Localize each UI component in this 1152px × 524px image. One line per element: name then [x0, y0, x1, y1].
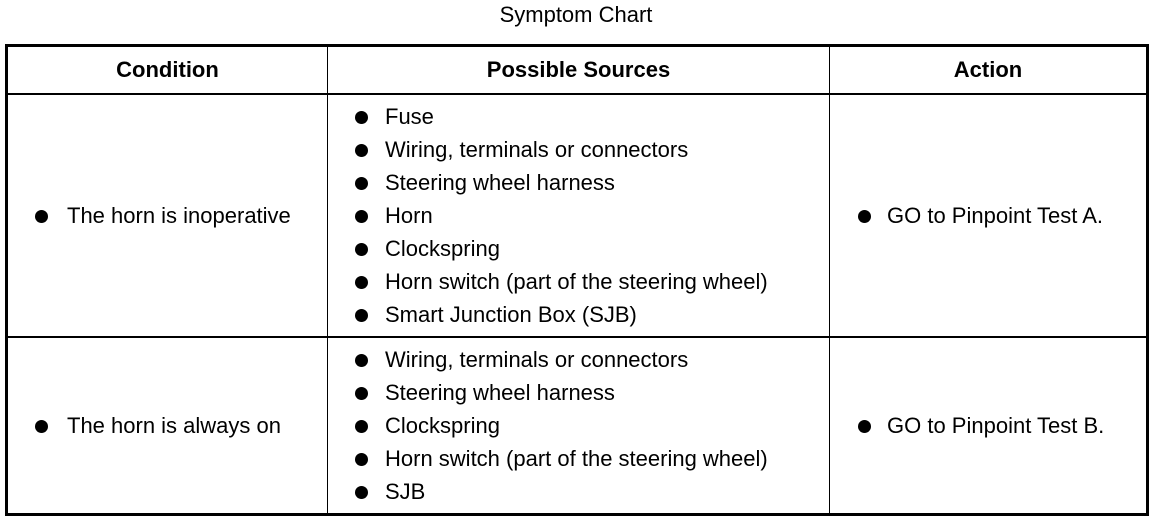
source-item	[328, 232, 829, 265]
source-item	[328, 100, 829, 133]
sources-cell	[328, 94, 830, 337]
bullet-icon	[355, 243, 368, 256]
source-item	[328, 298, 829, 331]
source-item	[328, 475, 829, 508]
sources-cell	[328, 337, 830, 515]
bullet-icon	[355, 420, 368, 433]
action-text: GO to Pinpoint Test B.	[887, 412, 1105, 438]
bullet-icon	[355, 177, 368, 190]
bullet-icon	[858, 420, 871, 433]
bullet-icon	[35, 420, 48, 433]
bullet-icon	[35, 210, 48, 223]
chart-title: Symptom Chart	[499, 2, 653, 27]
table-header-row	[7, 46, 1148, 94]
source-item	[328, 409, 829, 442]
condition-cell	[7, 94, 328, 337]
bullet-icon	[355, 276, 368, 289]
source-text: Horn switch (part of the steering wheel)	[385, 445, 768, 471]
source-item	[328, 199, 829, 232]
condition-cell	[7, 337, 328, 515]
column-header-possible-sources: Possible Sources	[328, 46, 830, 94]
bullet-icon	[355, 111, 368, 124]
bullet-icon	[355, 486, 368, 499]
bullet-icon	[355, 144, 368, 157]
action-text: GO to Pinpoint Test A.	[887, 202, 1104, 228]
source-text: Clockspring	[385, 412, 500, 438]
column-header-action: Action	[830, 46, 1148, 94]
action-item	[830, 409, 1146, 442]
source-text: Wiring, terminals or connectors	[385, 346, 689, 372]
source-item	[328, 442, 829, 475]
action-item	[830, 199, 1146, 232]
bullet-icon	[355, 453, 368, 466]
symptom-table	[5, 44, 1149, 516]
bullet-icon	[858, 210, 871, 223]
source-text: SJB	[385, 478, 426, 504]
condition-item	[8, 199, 327, 232]
bullet-icon	[355, 387, 368, 400]
source-text: Steering wheel harness	[385, 169, 615, 195]
column-header-condition: Condition	[7, 46, 328, 94]
bullet-icon	[355, 354, 368, 367]
condition-text: The horn is always on	[67, 412, 281, 438]
source-text: Clockspring	[385, 235, 500, 261]
source-text: Horn switch (part of the steering wheel)	[385, 268, 768, 294]
bullet-icon	[355, 210, 368, 223]
source-text: Fuse	[385, 103, 434, 129]
table-row	[7, 94, 1148, 337]
source-text: Steering wheel harness	[385, 379, 615, 405]
source-text: Smart Junction Box (SJB)	[385, 301, 637, 327]
source-item	[328, 166, 829, 199]
action-cell	[830, 94, 1148, 337]
source-item	[328, 265, 829, 298]
condition-text: The horn is inoperative	[67, 202, 291, 228]
source-item	[328, 376, 829, 409]
condition-item	[8, 409, 327, 442]
table-row	[7, 337, 1148, 515]
source-item	[328, 133, 829, 166]
source-item	[328, 343, 829, 376]
source-text: Wiring, terminals or connectors	[385, 136, 689, 162]
bullet-icon	[355, 309, 368, 322]
action-cell	[830, 337, 1148, 515]
source-text: Horn	[385, 202, 433, 228]
